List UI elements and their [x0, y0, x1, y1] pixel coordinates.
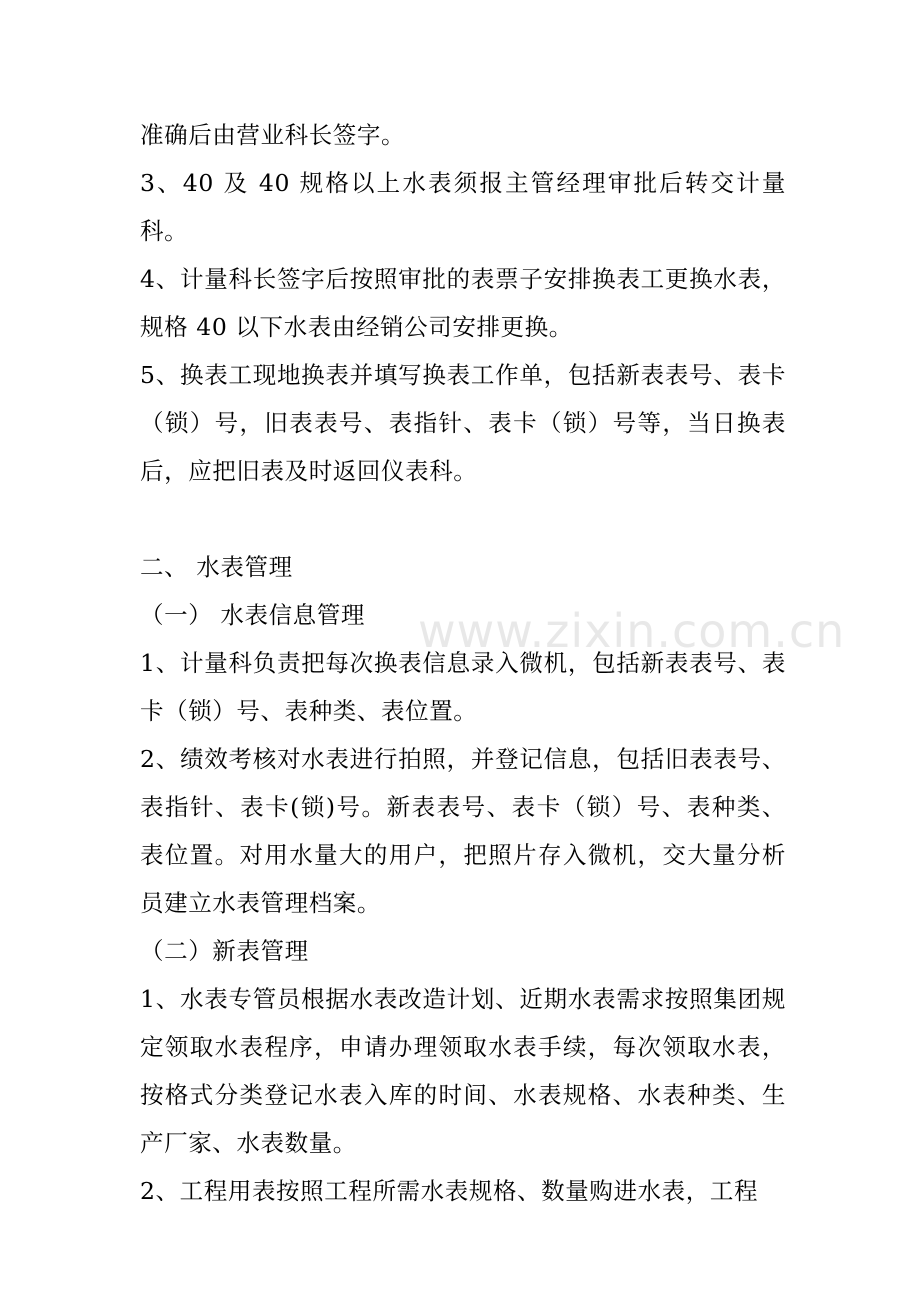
- subsection-two-item-1: 1、水表专管员根据水表改造计划、近期水表需求按照集团规定领取水表程序，申请办理领取水表手续，每次领取水表，按格式分类登记水表入库的时间、水表规格、水表种类、生产厂家、水表数量。: [140, 985, 786, 1157]
- blank-line: [140, 495, 786, 543]
- subsection-one-item-2: 2、绩效考核对水表进行拍照，并登记信息，包括旧表表号、表指针、表卡(锁)号。新表表号、表卡（锁）号、表种类、表位置。对用水量大的用户，把照片存入微机，交大量分析员建立水表管理档案。: [140, 745, 786, 917]
- document-body: [140, 111, 786, 1215]
- paragraph-continuation: 准确后由营业科长签字。: [140, 121, 406, 149]
- section-heading: 二、 水表管理: [140, 553, 293, 581]
- paragraph-item-3: 3、40 及 40 规格以上水表须报主管经理审批后转交计量科。: [140, 169, 786, 245]
- subsection-one-item-1: 1、计量科负责把每次换表信息录入微机，包括新表表号、表卡（锁）号、表种类、表位置。: [140, 649, 786, 725]
- subsection-two-heading: （二）新表管理: [140, 937, 309, 965]
- watermark: www.zixin.com.cn: [418, 604, 846, 658]
- paragraph-item-4: 4、计量科长签字后按照审批的表票子安排换表工更换水表，规格 40 以下水表由经销公司安排更换。: [140, 265, 786, 341]
- paragraph-item-5: 5、换表工现地换表并填写换表工作单，包括新表表号、表卡（锁）号，旧表表号、表指针、表卡（锁）号等，当日换表后，应把旧表及时返回仪表科。: [140, 361, 786, 485]
- subsection-two-item-2: 2、工程用表按照工程所需水表规格、数量购进水表，工程: [140, 1177, 759, 1205]
- subsection-one-heading: （一） 水表信息管理: [140, 601, 365, 629]
